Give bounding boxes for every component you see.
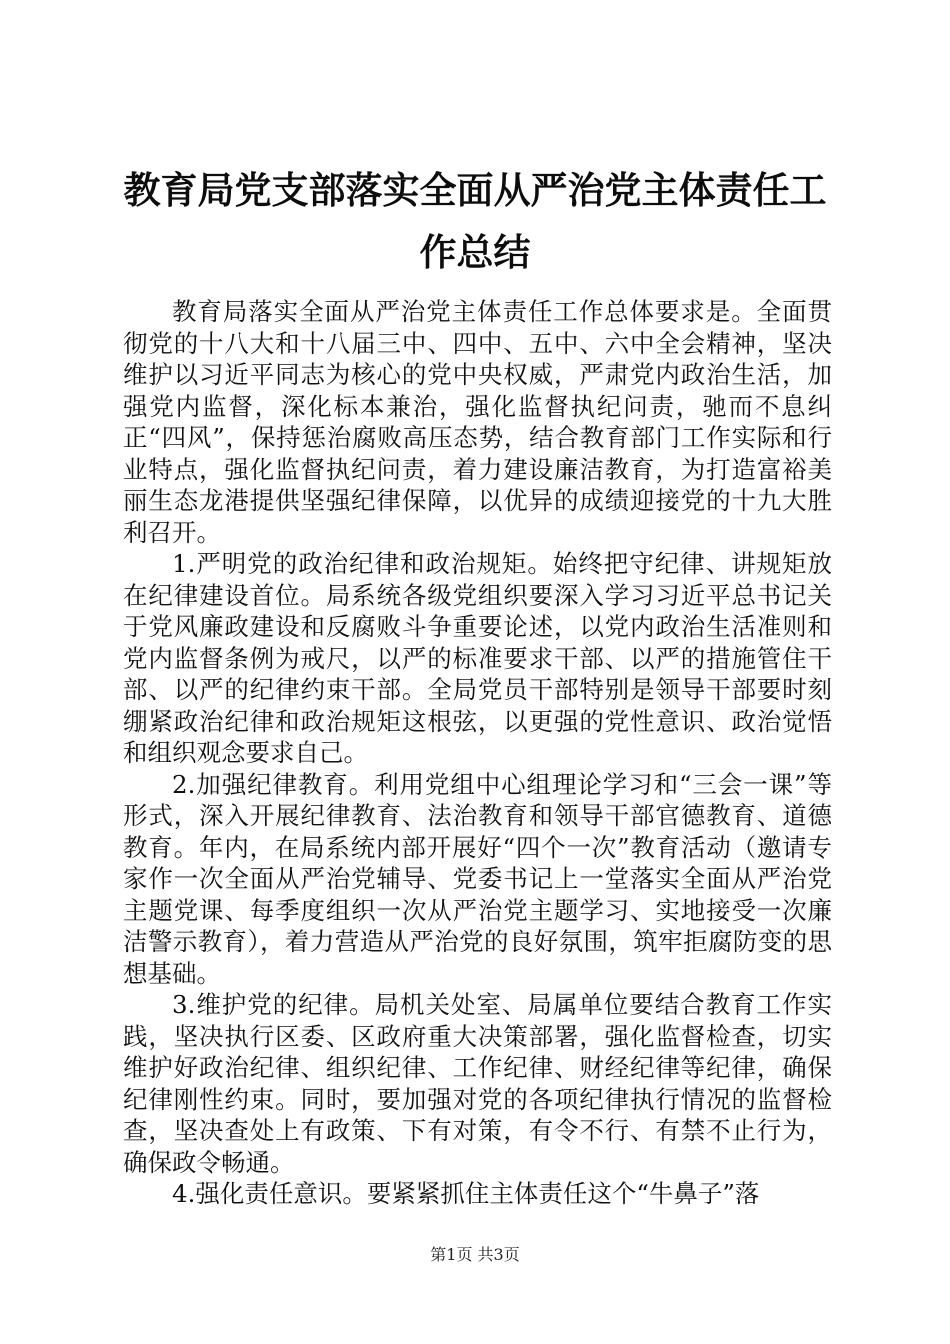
page-footer: 第1页 共3页 xyxy=(430,1245,520,1264)
intro-paragraph: 教育局落实全面从严治党主体责任工作总体要求是。全面贯彻党的十八大和十八届三中、四中、五中、六中全会精神，坚决维护以习近平同志为核心的党中央权威，严肃党内政治生活，加强党内监督，深化标本兼治，强化监督执纪问责，驰而不息纠正“四风”，保持惩治腐败高压态势，结合教育部门工作实际和行业特点，强化监督执纪问责，着力建设廉洁教育，为打造富裕美丽生态龙港提供坚强纪律保障，以优异的成绩迎接党的十九大胜利召开。 xyxy=(123,297,832,547)
section-3-paragraph: 3.维护党的纪律。局机关处室、局属单位要结合教育工作实践，坚决执行区委、区政府重大决策部署，强化监督检查，切实维护好政治纪律、组织纪律、工作纪律、财经纪律等纪律，确保纪律刚性约束。同时，要加强对党的各项纪律执行情况的监督检查，坚决查处上有政策、下有对策，有令不行、有禁不止行为，确保政令畅通。 xyxy=(123,990,832,1177)
document-body xyxy=(123,296,832,1210)
section-1-paragraph: 1.严明党的政治纪律和政治规矩。始终把守纪律、讲规矩放在纪律建设首位。局系统各级党组织要深入学习习近平总书记关于党风廉政建设和反腐败斗争重要论述，以党内政治生活准则和党内监督条例为戒尺，以严的标准要求干部、以严的措施管住干部、以严的纪律约束干部。全局党员干部特别是领导干部要时刻绷紧政治纪律和政治规矩这根弦，以更强的党性意识、政治觉悟和组织观念要求自己。 xyxy=(123,549,832,767)
document-title: 教育局党支部落实全面从严治党主体责任工作总结 xyxy=(123,169,827,274)
section-2-paragraph: 2.加强纪律教育。利用党组中心组理论学习和“三会一课”等形式，深入开展纪律教育、法治教育和领导干部官德教育、道德教育。年内，在局系统内部开展好“四个一次”教育活动（邀请专家作一次全面从严治党辅导、党委书记上一堂落实全面从严治党主题党课、每季度组织一次从严治党主题学习、实地接受一次廉洁警示教育），着力营造从严治党的良好氛围，筑牢拒腐防变的思想基础。 xyxy=(123,769,832,988)
section-4-paragraph: 4.强化责任意识。要紧紧抓住主体责任这个“牛鼻子”落 xyxy=(172,1179,760,1208)
